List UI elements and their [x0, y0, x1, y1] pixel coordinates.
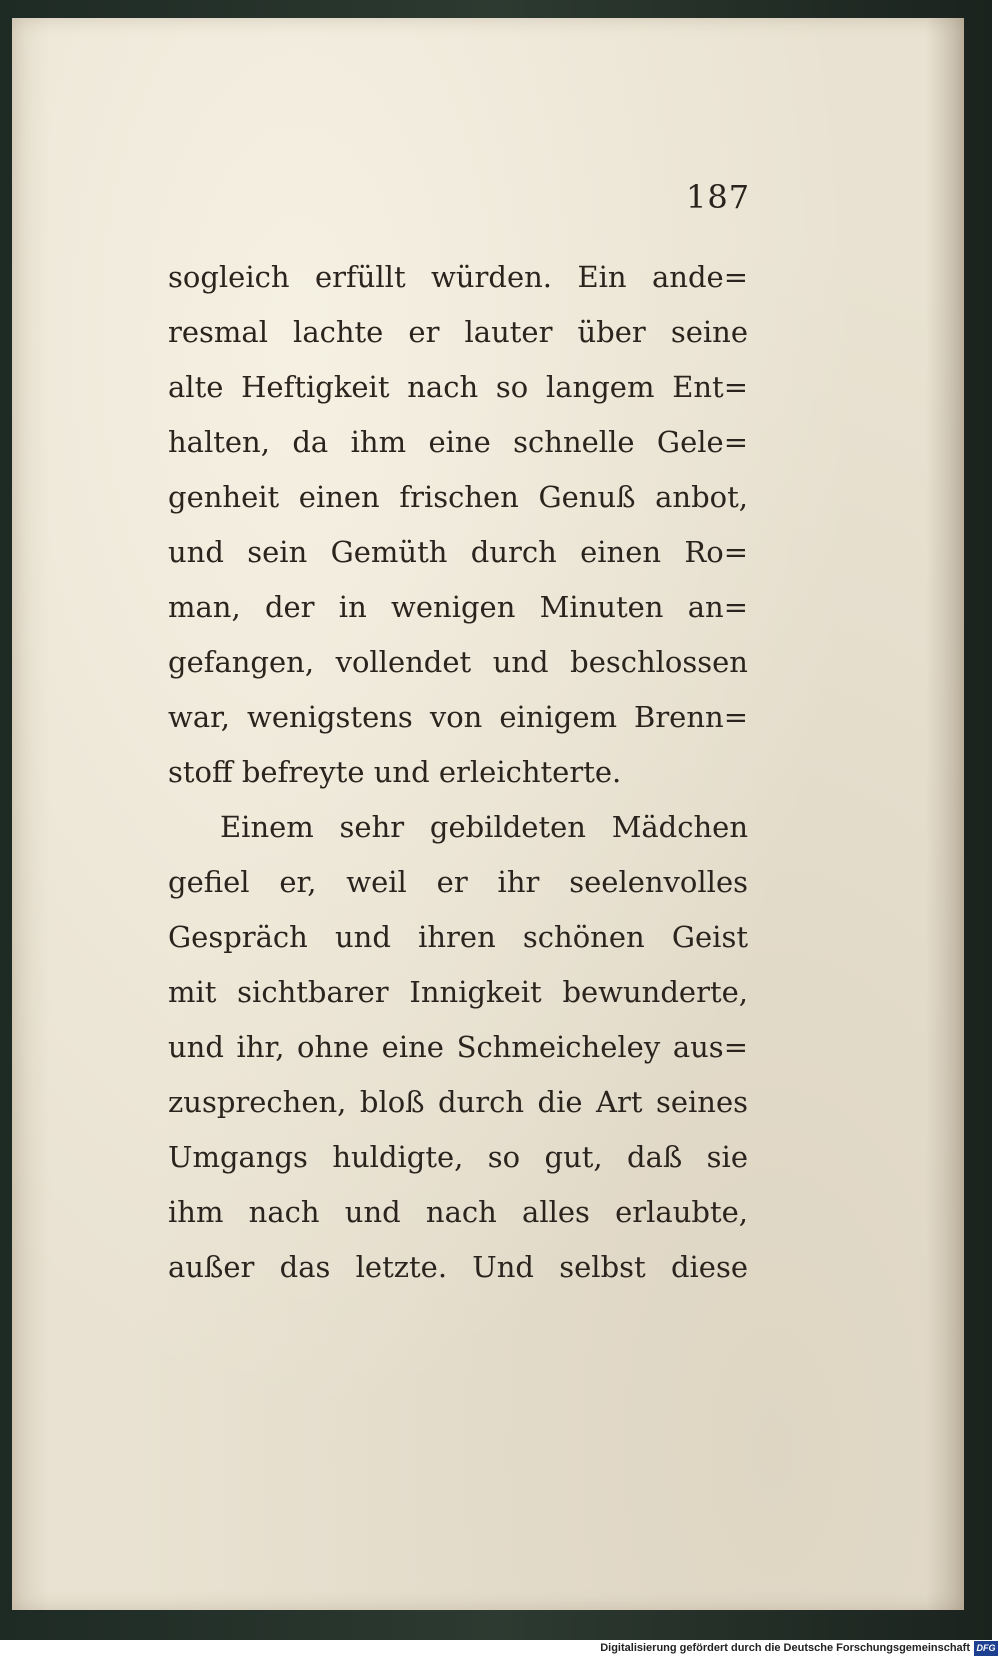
text-line: und sein Gemüth durch einen Ro= [168, 535, 748, 569]
text-line: stoff befreyte und erleichterte. [168, 755, 622, 789]
text-line: ihm nach und nach alles erlaubte, [168, 1195, 748, 1229]
text-line: man, der in wenigen Minuten an= [168, 590, 748, 624]
text-line: und ihr, ohne eine Schmeicheley aus= [168, 1030, 748, 1064]
text-line: zusprechen, bloß durch die Art seines [168, 1085, 748, 1119]
text-line: außer das letzte. Und selbst diese [168, 1250, 748, 1284]
text-line: gefiel er, weil er ihr seelenvolles [168, 865, 748, 899]
body-text [168, 250, 748, 1295]
text-line: war, wenigstens von einigem Brenn= [168, 700, 748, 734]
dfg-logo: DFG [974, 1641, 998, 1656]
text-line: mit sichtbarer Innigkeit bewunderte, [168, 975, 748, 1009]
footer-bar [0, 1640, 1000, 1659]
text-line: genheit einen frischen Genuß anbot, [168, 480, 748, 514]
text-line: halten, da ihm eine schnelle Gele= [168, 425, 748, 459]
paragraph-first-line: Einem sehr gebildeten Mädchen [220, 810, 748, 844]
text-line: resmal lachte er lauter über seine [168, 315, 748, 349]
text-line: gefangen, vollendet und beschlossen [168, 645, 748, 679]
funding-credit: Digitalisierung gefördert durch die Deutsche Forschungsgemeinschaft [600, 1642, 970, 1654]
text-line: alte Heftigkeit nach so langem Ent= [168, 370, 748, 404]
text-line: sogleich erfüllt würden. Ein ande= [168, 260, 748, 294]
text-line: Umgangs huldigte, so gut, daß sie [168, 1140, 748, 1174]
text-line: Gespräch und ihren schönen Geist [168, 920, 748, 954]
page-number: 187 [686, 178, 751, 216]
